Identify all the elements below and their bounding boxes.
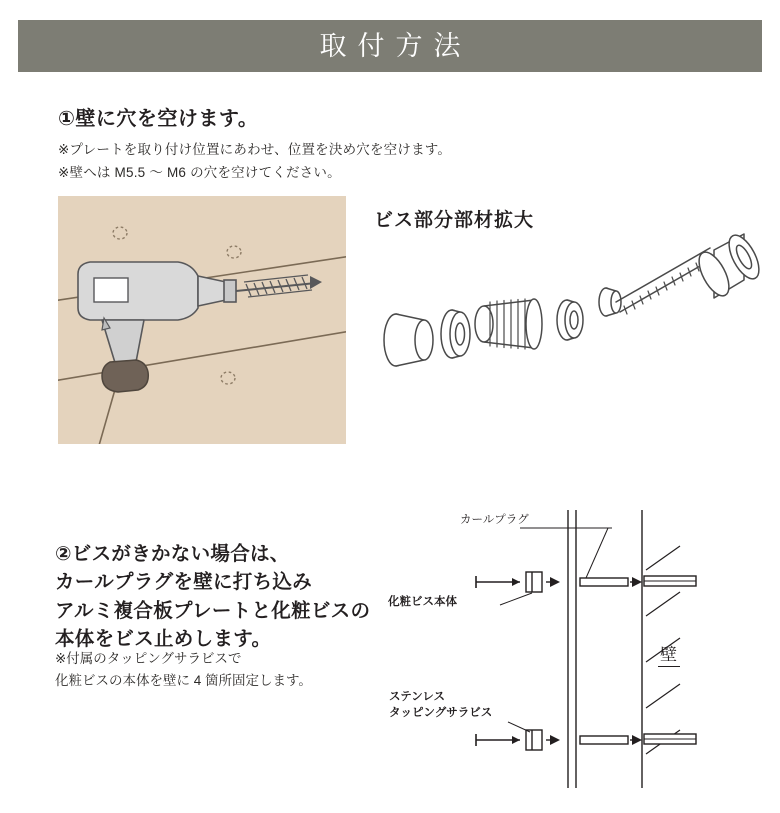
step1-note-line2: ※壁へは M5.5 〜 M6 の穴を空けてください。 [58, 165, 341, 180]
step2-note-line1: ※付属のタッピングサラビスで [55, 651, 242, 666]
screw-parts-illustration [370, 218, 762, 378]
page-title: 取付方法 [319, 30, 472, 61]
step2-heading-line4: 本体をビス止めします。 [55, 627, 272, 650]
step2-note-line2: 化粧ビスの本体を壁に 4 箇所固定します。 [55, 672, 312, 688]
label-curl-plug: カールプラグ [460, 514, 529, 526]
step2-heading-line2: カールプラグを壁に打ち込み [55, 571, 313, 594]
label-decorative-screw-body: 化粧ビス本体 [388, 596, 457, 608]
step2-heading [55, 540, 370, 653]
label-stainless-line2: タッピングサラビス [389, 706, 493, 719]
wall-mount-diagram [380, 500, 762, 800]
label-stainless-line1: ステンレス [389, 691, 446, 703]
step1-heading: ①壁に穴を空けます。 [58, 108, 259, 130]
step2-note [55, 648, 312, 691]
drill-illustration [58, 196, 346, 444]
step2-heading-line3: アルミ複合板プレートと化粧ビスの [55, 599, 371, 622]
screw-detail-heading: ビス部分部材拡大 [374, 210, 535, 231]
label-wall: 壁 [660, 645, 678, 664]
step2-heading-line1: ②ビスがきかない場合は、 [55, 543, 290, 565]
label-wall-underline [658, 666, 680, 667]
step1-note-line1: ※プレートを取り付け位置にあわせ、位置を決め穴を空けます。 [58, 142, 452, 157]
page-header-bar [18, 20, 762, 72]
label-stainless-tapping-screw [389, 690, 492, 721]
